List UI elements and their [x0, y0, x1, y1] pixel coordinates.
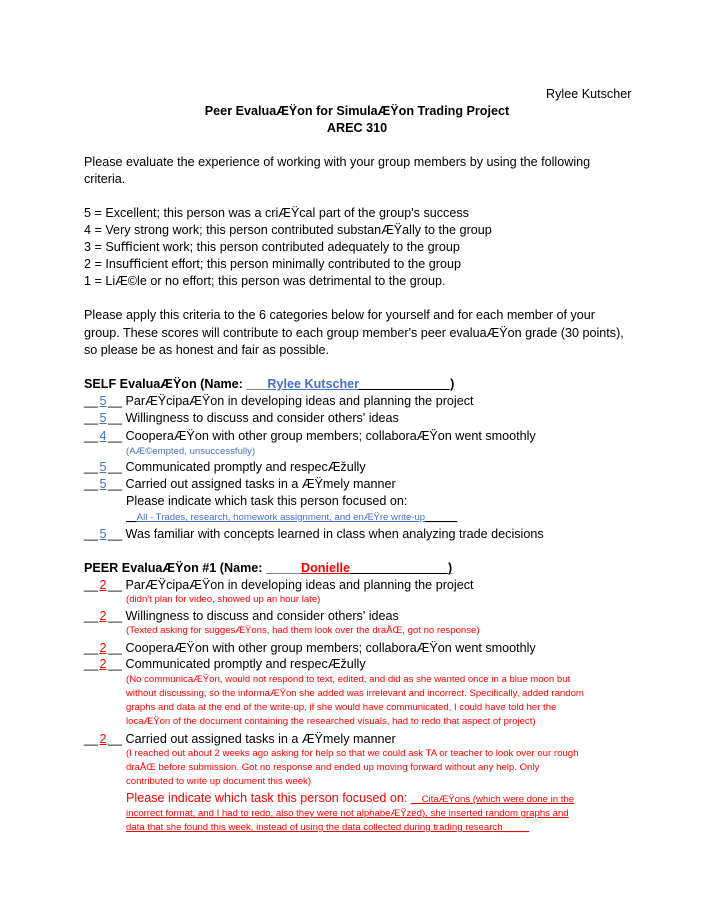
peer1-note-communication: locaÆŸon of the document containing the researched visuals, had to redo that aspect of project) — [126, 716, 536, 727]
peer1-item-participation: __2 __ ParÆŸcipaÆŸon in developing ideas and planning the project — [84, 578, 474, 592]
peer1-task-answer-2: incorrect format, and I had to redo, also they were not alphabeÆŸzed), she inserted random graphs and — [126, 808, 569, 819]
instructions-line-1: Please apply this criteria to the 6 categories below for yourself and for each member of your — [84, 308, 596, 322]
score-field: 2 — [99, 732, 107, 746]
self-task-answer: __All - Trades, research, homework assignment, and enÆŸre write-up______ — [126, 512, 458, 523]
scale-item: 5 = Excellent; this person was a criÆŸcal part of the group's success — [84, 206, 469, 220]
intro-line-1: Please evaluate the experience of working with your group members by using the following — [84, 155, 591, 169]
score-field: 2 — [99, 657, 107, 671]
self-evaluation-heading — [84, 376, 454, 392]
self-note-cooperation: (AÆ©empted, unsuccessfully) — [126, 446, 256, 457]
scale-item: 2 = Insuﬃcient effort; this person minimally contributed to the group — [84, 257, 462, 271]
self-name-field: Rylee Kutscher — [267, 377, 360, 391]
scale-item: 3 = Suﬃcient work; this person contributed adequately to the group — [84, 240, 460, 254]
score-field: 5 — [99, 527, 107, 541]
score-field: 5 — [99, 411, 107, 425]
score-field: 2 — [99, 641, 107, 655]
criterion-label: Carried out assigned tasks in a ÆŸmely manner — [125, 732, 396, 746]
scale-item: 4 = Very strong work; this person contributed substanÆŸally to the group — [84, 223, 492, 237]
course-code: AREC 310 — [326, 121, 388, 135]
score-field: 5 — [99, 460, 107, 474]
criterion-label: Willingness to discuss and consider others' ideas — [125, 411, 399, 425]
score-field: 5 — [99, 477, 107, 491]
self-heading-suffix: _____________) — [359, 377, 455, 391]
instructions-line-2: group. These scores will contribute to each group member's peer evaluaÆŸon grade (30 points), — [84, 326, 624, 340]
peer1-heading-prefix: PEER EvaluaÆŸon #1 (Name: _____ — [84, 561, 301, 575]
criterion-label: Carried out assigned tasks in a ÆŸmely manner — [125, 477, 396, 491]
instructions-line-3: so please be as honest and fair as possible. — [84, 343, 330, 357]
score-field: 2 — [99, 578, 107, 592]
criterion-label: ParÆŸcipaÆŸon in developing ideas and planning the project — [125, 394, 474, 408]
peer1-note-communication: (No communicaÆŸon, would not respond to text, edited, and did as she wanted once in a blue moon but — [126, 674, 571, 685]
self-item-concepts: __5 __ Was familiar with concepts learned in class when analyzing trade decisions — [84, 527, 544, 541]
self-item-participation: __5 __ ParÆŸcipaÆŸon in developing ideas and planning the project — [84, 394, 474, 408]
peer1-task-answer-1: __CitaÆŸons (which were done in the — [410, 794, 575, 805]
criterion-label: CooperaÆŸon with other group members; collaboraÆŸon went smoothly — [125, 429, 536, 443]
self-item-communication: __5 __ Communicated promptly and respecÆžully — [84, 460, 366, 474]
peer1-note-tasks: contributed to write up document this week) — [126, 776, 312, 787]
author-name: Rylee Kutscher — [546, 87, 632, 101]
self-task-answer-text: All - Trades, research, homework assignment, and enÆŸre write-up — [136, 512, 426, 523]
peer1-item-cooperation: __2 __ CooperaÆŸon with other group members; collaboraÆŸon went smoothly — [84, 641, 536, 655]
criterion-label: CooperaÆŸon with other group members; collaboraÆŸon went smoothly — [125, 641, 536, 655]
peer1-note-tasks: (I reached out about 2 weeks ago asking for help so that we could ask TA or teacher to look over our rough — [126, 748, 579, 759]
peer1-note-tasks: draÅŒ before submission. Got no response and ended up moving forward without any help. Only — [126, 762, 540, 773]
peer1-evaluation-heading — [84, 560, 452, 576]
self-item-willingness: __5 __ Willingness to discuss and consider others' ideas — [84, 411, 399, 425]
peer1-note-participation: (didn't plan for video, showed up an hour late) — [126, 594, 321, 605]
self-item-cooperation: __4 __ CooperaÆŸon with other group members; collaboraÆŸon went smoothly — [84, 429, 536, 443]
criterion-label: Communicated promptly and respecÆžully — [125, 460, 366, 474]
peer1-task-prompt: Please indicate which task this person focused on: — [126, 791, 408, 805]
self-task-trail: ______ — [425, 512, 458, 523]
peer1-task-line — [126, 790, 574, 806]
criterion-label: Was familiar with concepts learned in class when analyzing trade decisions — [125, 527, 544, 541]
peer1-note-communication: graphs and data at the end of the write-up, if she would have communicated, I could have told her the — [126, 702, 557, 713]
peer1-item-willingness: __2 __ Willingness to discuss and consider others' ideas — [84, 609, 399, 623]
peer1-note-communication: without discussing, so the informaÆŸon she added was irrelevant and incorrect. Specifically, added random — [126, 688, 584, 699]
intro-line-2: criteria. — [84, 172, 126, 186]
document-title: Peer EvaluaÆŸon for SimulaÆŸon Trading Project — [204, 104, 510, 118]
self-item-tasks: __5 __ Carried out assigned tasks in a ÆŸmely manner — [84, 477, 396, 491]
peer1-item-tasks: __2 __ Carried out assigned tasks in a ÆŸmely manner — [84, 732, 396, 746]
peer1-item-communication: __2 __ Communicated promptly and respecÆžully — [84, 657, 366, 671]
score-field: 5 — [99, 394, 107, 408]
score-field: 4 — [99, 429, 107, 443]
peer1-task-answer-3: data that she found this week, instead of using the data collected during trading research_____ — [126, 822, 530, 833]
criterion-label: Willingness to discuss and consider others' ideas — [125, 609, 399, 623]
peer1-heading-suffix: ______________) — [350, 561, 453, 575]
peer1-note-willingness: (Texted asking for suggesÆŸons, had them look over the draÅŒ, got no response) — [126, 625, 480, 636]
self-heading-prefix: SELF EvaluaÆŸon (Name: ___ — [84, 377, 268, 391]
score-field: 2 — [99, 609, 107, 623]
self-task-prompt: Please indicate which task this person focused on: — [126, 494, 408, 508]
peer1-name-field: Donielle — [301, 561, 350, 575]
criterion-label: Communicated promptly and respecÆžully — [125, 657, 366, 671]
criterion-label: ParÆŸcipaÆŸon in developing ideas and planning the project — [125, 578, 474, 592]
scale-item: 1 = LiÆ©le or no effort; this person was detrimental to the group. — [84, 274, 446, 288]
